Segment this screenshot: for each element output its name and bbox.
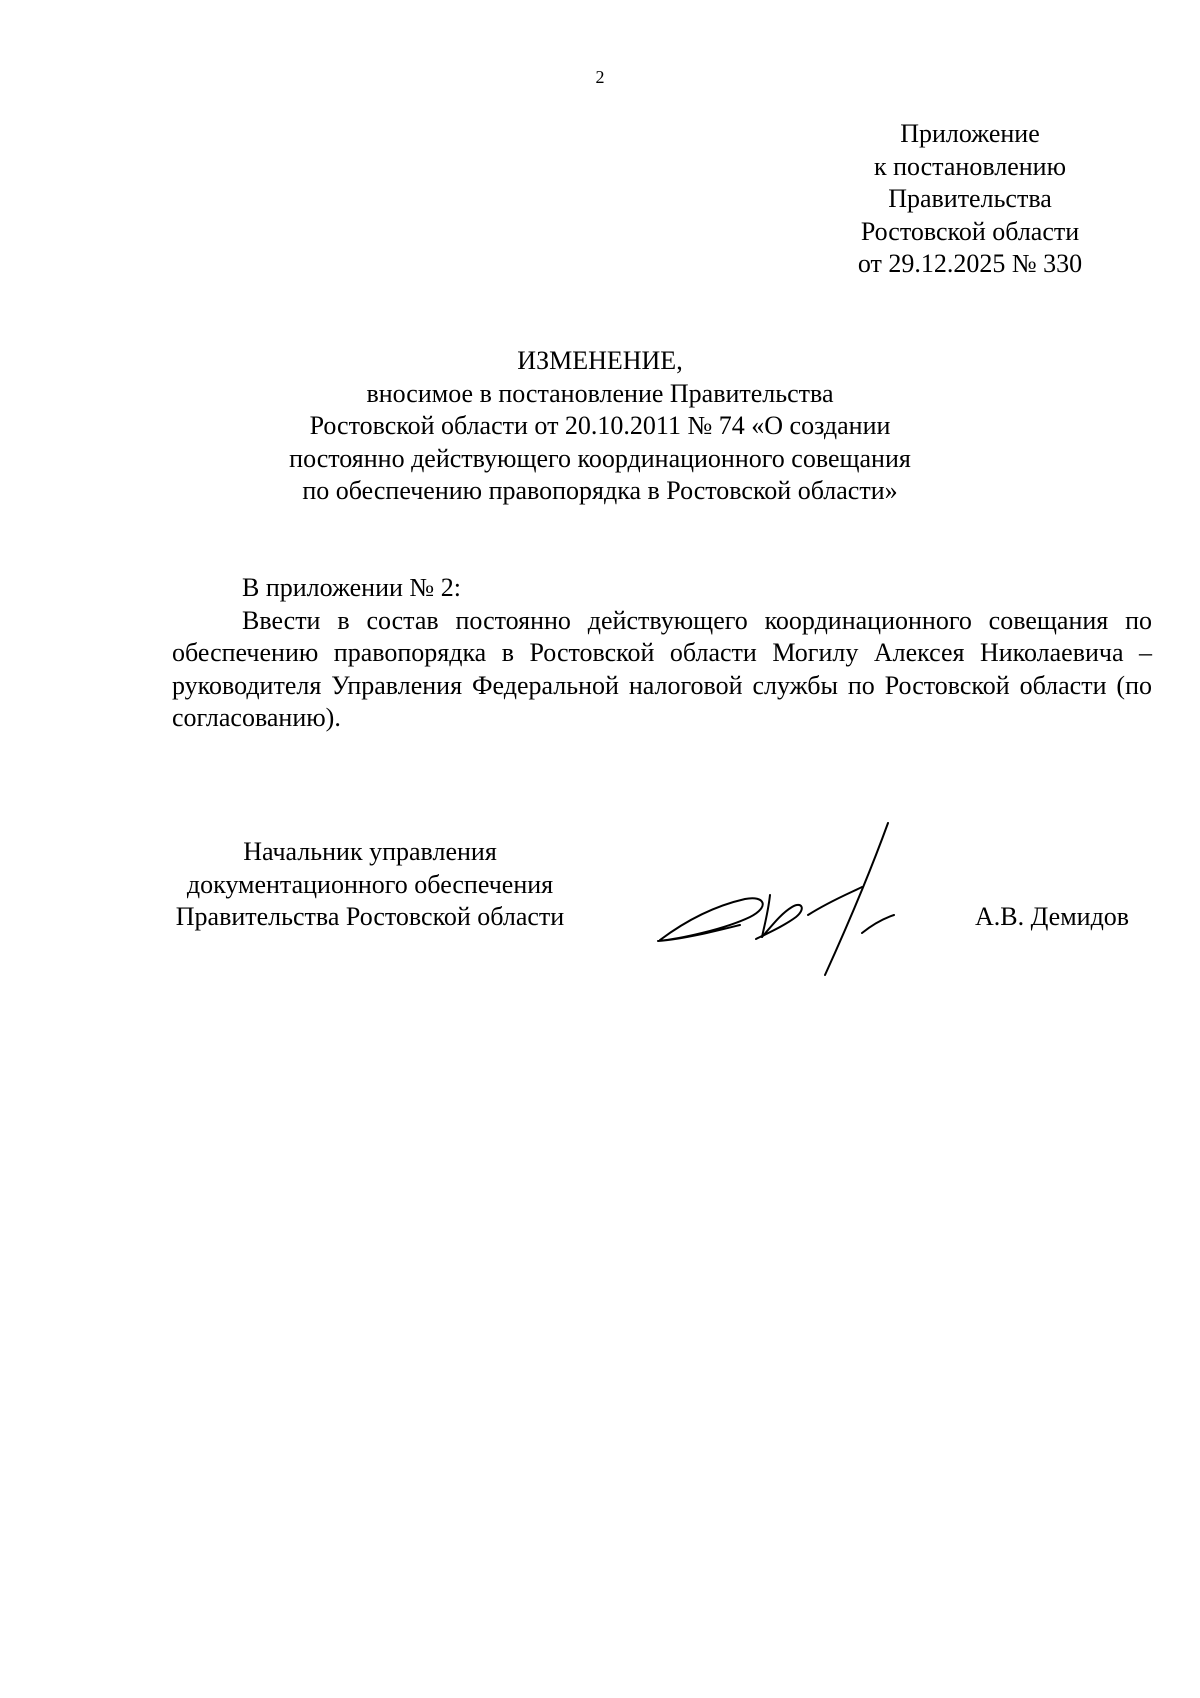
title-line: постоянно действующего координационного совещания — [289, 443, 911, 473]
appendix-line: Ростовской области — [860, 216, 1080, 246]
signer-name: А.В. Демидов — [975, 902, 1130, 931]
body-intro: В приложении № 2: — [242, 573, 461, 602]
document-title — [0, 345, 1200, 508]
title-line: вносимое в постановление Правительства — [366, 378, 834, 408]
appendix-line: Приложение — [900, 119, 1040, 148]
position-line: Начальник управления — [243, 837, 497, 866]
handwritten-signature — [650, 815, 950, 990]
appendix-block — [820, 118, 1120, 281]
position-line: Правительства Ростовской области — [175, 902, 565, 931]
appendix-line: Правительства — [888, 184, 1052, 213]
body-paragraph: Ввести в состав постоянно действующего координационного совещания по обеспечению правопорядка в Ростовской области Могилу Алексея Николаевича – руководителя Управления Федеральной налоговой службы по Ростовской области (по согласованию). — [172, 605, 1152, 732]
page-number: 2 — [595, 67, 605, 87]
signer-position — [140, 836, 600, 934]
title-heading: ИЗМЕНЕНИЕ, — [517, 346, 683, 375]
title-line: Ростовской области от 20.10.2011 № 74 «О создании — [309, 411, 891, 440]
document-body — [172, 572, 1152, 735]
appendix-line: к постановлению — [873, 151, 1067, 181]
appendix-line: от 29.12.2025 № 330 — [857, 249, 1083, 278]
position-line: документационного обеспечения — [186, 869, 554, 899]
title-line: по обеспечению правопорядка в Ростовской области» — [302, 476, 898, 505]
